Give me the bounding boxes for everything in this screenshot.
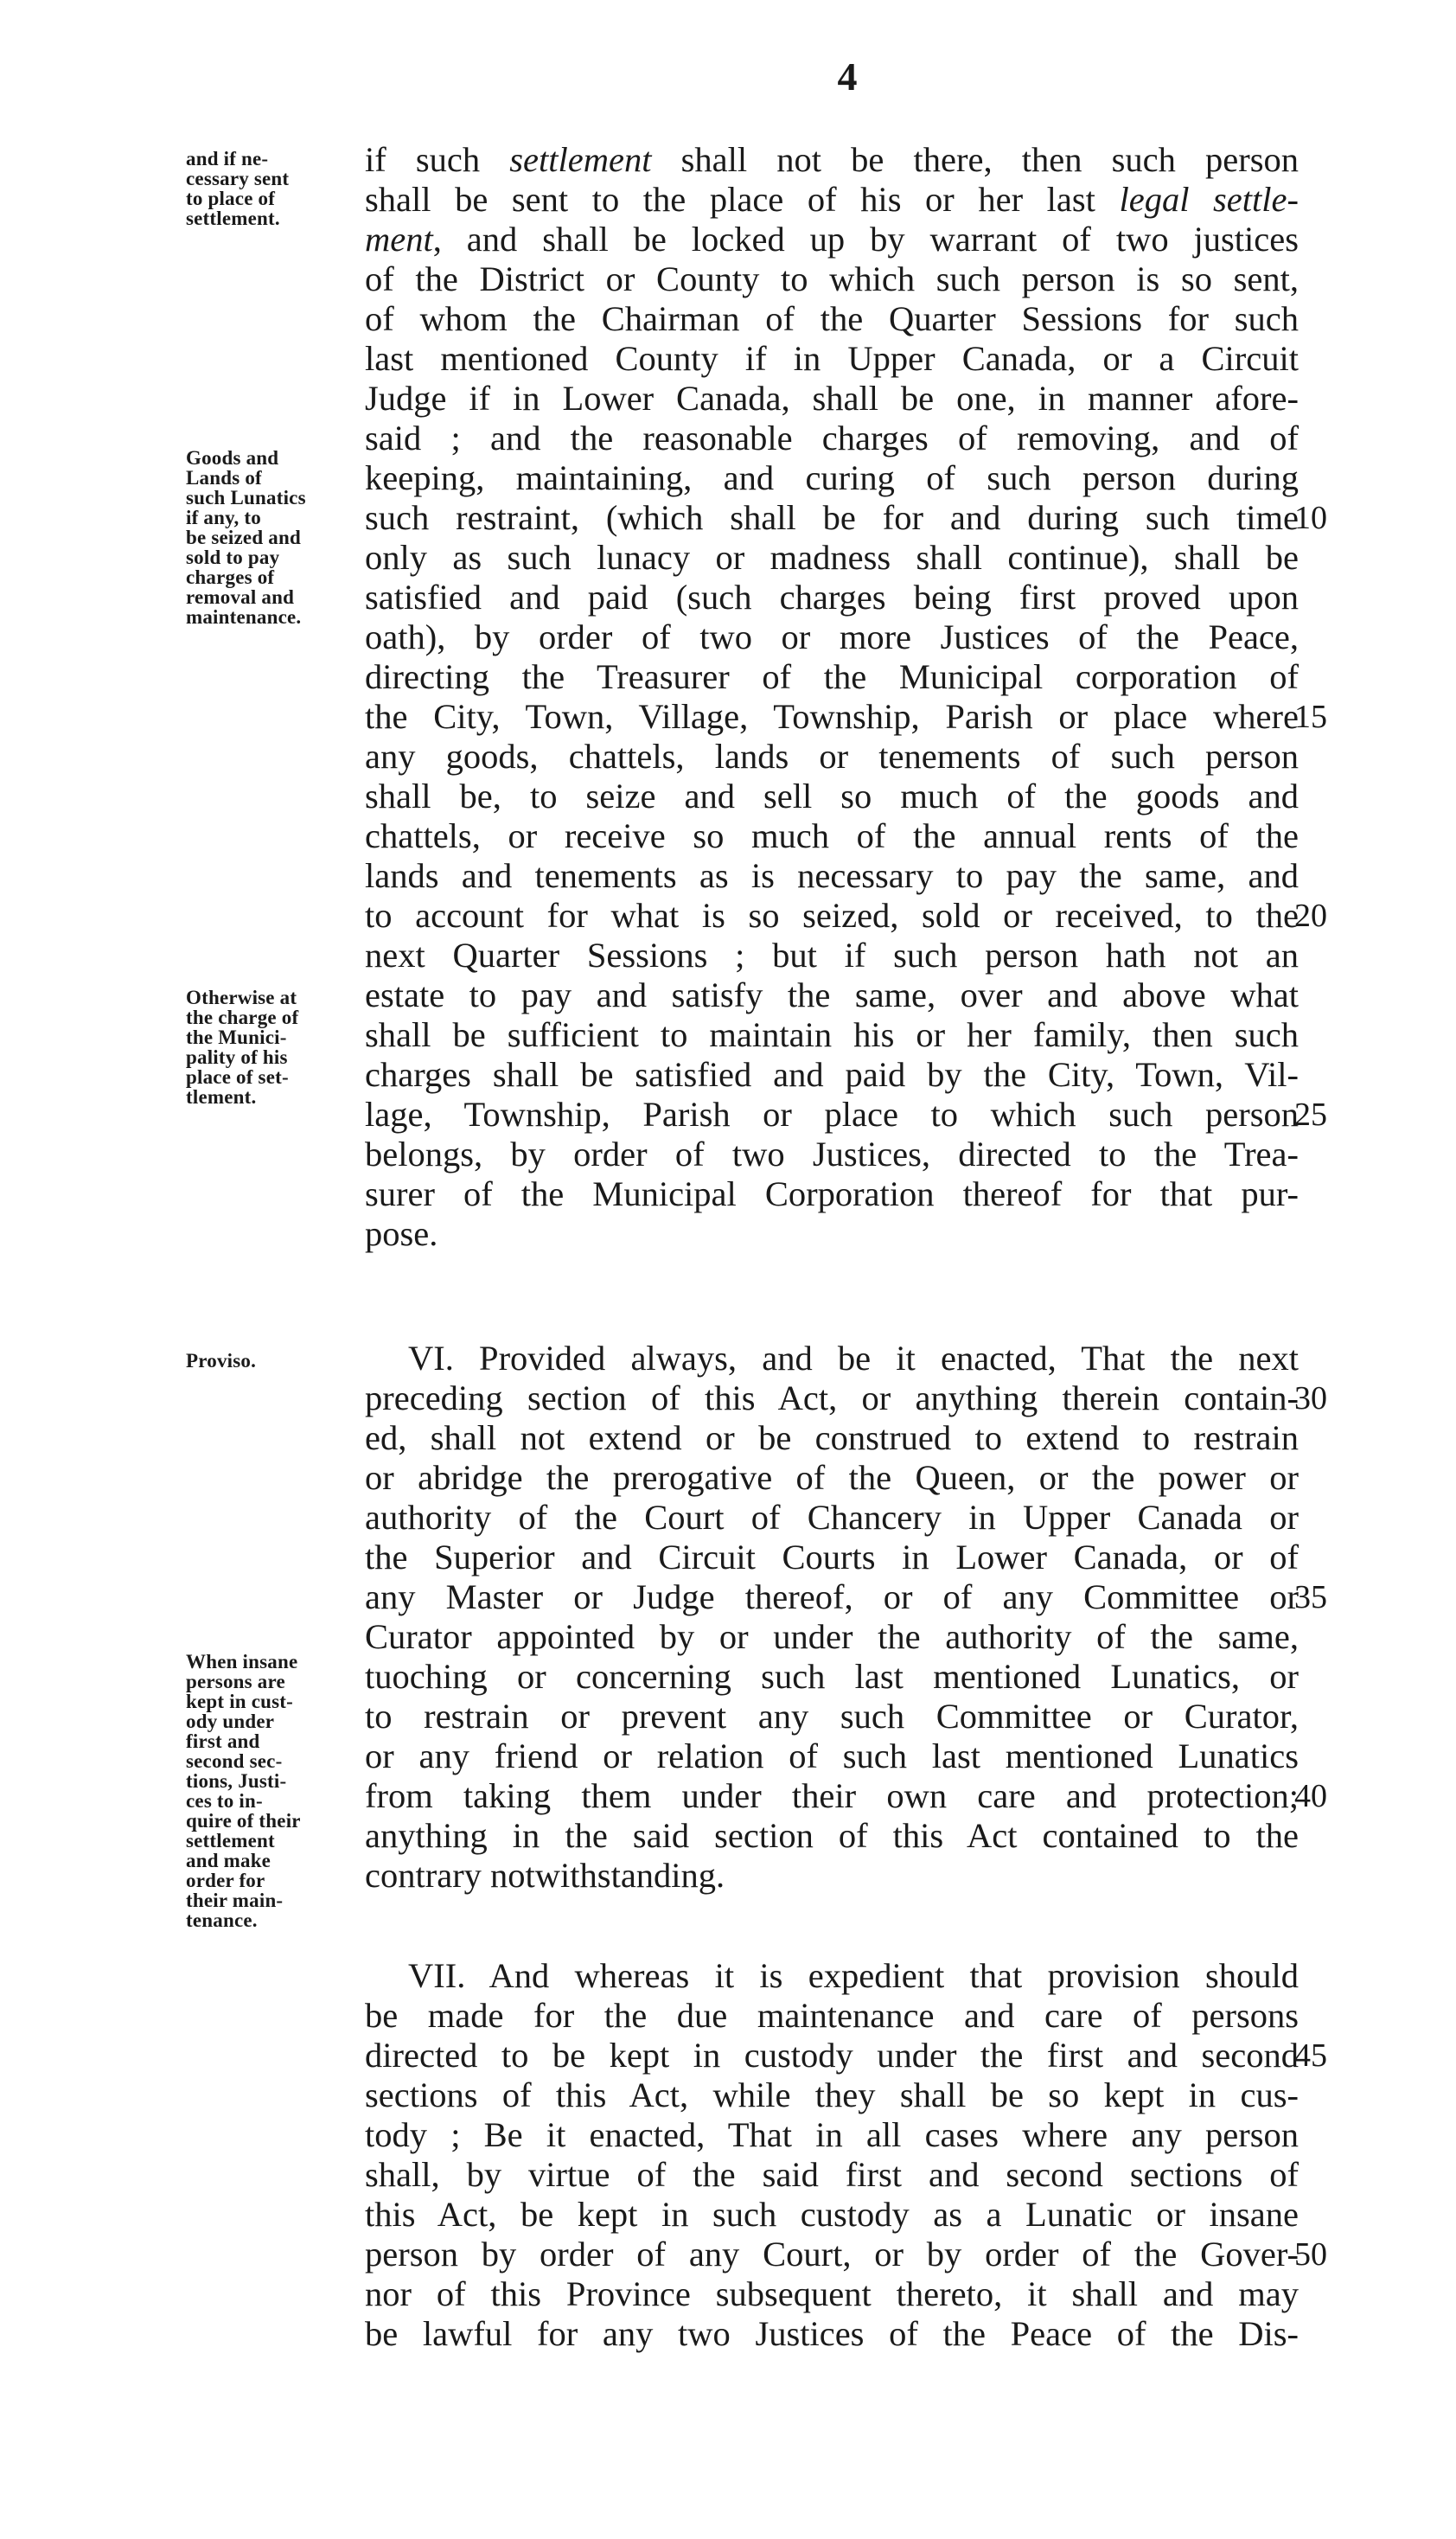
text-line: belongs, by order of two Justices, directed to the Trea- — [365, 1135, 1299, 1174]
text-line: anything in the said section of this Act contained to the — [365, 1816, 1299, 1855]
margin-note: When insane persons are kept in cust- ody under first and second sec- tions, Justi- ces to in- quire of their settlement and make order for their main- tenance. — [186, 1651, 301, 1931]
text-line: be made for the due maintenance and care of persons — [365, 1996, 1299, 2035]
text-line: or abridge the prerogative of the Queen, or the power or — [365, 1458, 1299, 1497]
text-line: lage, Township, Parish or place to which such person — [365, 1095, 1299, 1134]
margin-note: Otherwise at the charge of the Munici- pality of his place of set- tlement. — [186, 987, 299, 1108]
text-line: lands and tenements as is necessary to pay the same, and — [365, 856, 1299, 895]
text-line: shall be, to seize and sell so much of the goods and — [365, 777, 1299, 815]
text-line: any goods, chattels, lands or tenements of such person — [365, 737, 1299, 776]
text-line: such restraint, (which shall be for and during such time — [365, 498, 1299, 537]
text-line: chattels, or receive so much of the annual rents of the — [365, 816, 1299, 855]
text-line: the Superior and Circuit Courts in Lower Canada, or of — [365, 1538, 1299, 1576]
text-line: person by order of any Court, or by order of the Gover- — [365, 2235, 1299, 2274]
section-heading-line: VII. And whereas it is expedient that provision should — [408, 1956, 1299, 1995]
text-line: any Master or Judge thereof, or of any Committee or — [365, 1577, 1299, 1616]
text-line: keeping, maintaining, and curing of such person during — [365, 458, 1299, 497]
text-line: Curator appointed by or under the authority of the same, — [365, 1617, 1299, 1656]
line-number: 40 — [1294, 1778, 1327, 1814]
line-number: 10 — [1294, 500, 1327, 536]
text-line: estate to pay and satisfy the same, over and above what — [365, 975, 1299, 1014]
line-number: 30 — [1294, 1380, 1327, 1417]
line-number: 50 — [1294, 2236, 1327, 2273]
text-line: the City, Town, Village, Township, Parish or place where — [365, 697, 1299, 736]
text-line: tody ; Be it enacted, That in all cases where any person — [365, 2115, 1299, 2154]
text-line: oath), by order of two or more Justices of the Peace, — [365, 617, 1299, 656]
section-heading-line: VI. Provided always, and be it enacted, That the next — [408, 1339, 1299, 1378]
text-line: be lawful for any two Justices of the Peace of the Dis- — [365, 2314, 1299, 2353]
text-line: preceding section of this Act, or anything therein contain- — [365, 1378, 1299, 1417]
text-line: to restrain or prevent any such Committee or Curator, — [365, 1697, 1299, 1736]
text-line: or any friend or relation of such last mentioned Lunatics — [365, 1736, 1299, 1775]
text-line: directing the Treasurer of the Municipal corporation of — [365, 657, 1299, 696]
text-line: authority of the Court of Chancery in Upper Canada or — [365, 1498, 1299, 1537]
text-line: of the District or County to which such person is so sent, — [365, 259, 1299, 298]
text-line: said ; and the reasonable charges of removing, and of — [365, 419, 1299, 457]
text-line: contrary notwithstanding. — [365, 1856, 725, 1895]
line-number: 25 — [1294, 1097, 1327, 1133]
text-line: ed, shall not extend or be construed to extend to restrain — [365, 1418, 1299, 1457]
text-line: from taking them under their own care and protection; — [365, 1776, 1299, 1815]
text-line: to account for what is so seized, sold or received, to the — [365, 896, 1299, 935]
text-line: last mentioned County if in Upper Canada, or a Circuit — [365, 339, 1299, 378]
text-line: pose. — [365, 1214, 438, 1253]
line-number: 45 — [1294, 2037, 1327, 2074]
text-line: sections of this Act, while they shall be so kept in cus- — [365, 2075, 1299, 2114]
text-line: directed to be kept in custody under the first and second — [365, 2036, 1299, 2075]
text-line: Judge if in Lower Canada, shall be one, in manner afore- — [365, 379, 1299, 418]
text-line: nor of this Province subsequent thereto, it shall and may — [365, 2274, 1299, 2313]
page-number: 4 — [837, 54, 858, 99]
text-line: satisfied and paid (such charges being first proved upon — [365, 578, 1299, 617]
margin-note: Goods and Lands of such Lunatics if any, to be seized and sold to pay charges of removal and maintenance. — [186, 447, 306, 628]
text-line: shall be sent to the place of his or her last legal settle- — [365, 180, 1300, 219]
text-line: if such settlement shall not be there, then such person — [365, 140, 1299, 179]
text-line: this Act, be kept in such custody as a Lunatic or insane — [365, 2195, 1299, 2234]
line-number: 35 — [1294, 1579, 1327, 1615]
line-number: 15 — [1294, 699, 1327, 735]
text-line: tuoching or concerning such last mentioned Lunatics, or — [365, 1657, 1299, 1696]
text-line: shall be sufficient to maintain his or her family, then such — [365, 1015, 1299, 1054]
line-number: 20 — [1294, 898, 1327, 934]
text-line: of whom the Chairman of the Quarter Sessions for such — [365, 299, 1299, 338]
text-line: charges shall be satisfied and paid by the City, Town, Vil- — [365, 1055, 1299, 1094]
text-line: ment, and shall be locked up by warrant of two justices — [365, 220, 1299, 259]
text-line: next Quarter Sessions ; but if such person hath not an — [365, 936, 1299, 975]
text-line: shall, by virtue of the said first and second sections of — [365, 2155, 1299, 2194]
margin-note: Proviso. — [186, 1350, 257, 1372]
margin-note: and if ne- cessary sent to place of settlement. — [186, 148, 290, 229]
text-line: only as such lunacy or madness shall continue), shall be — [365, 538, 1299, 577]
text-line: surer of the Municipal Corporation thereof for that pur- — [365, 1174, 1299, 1213]
